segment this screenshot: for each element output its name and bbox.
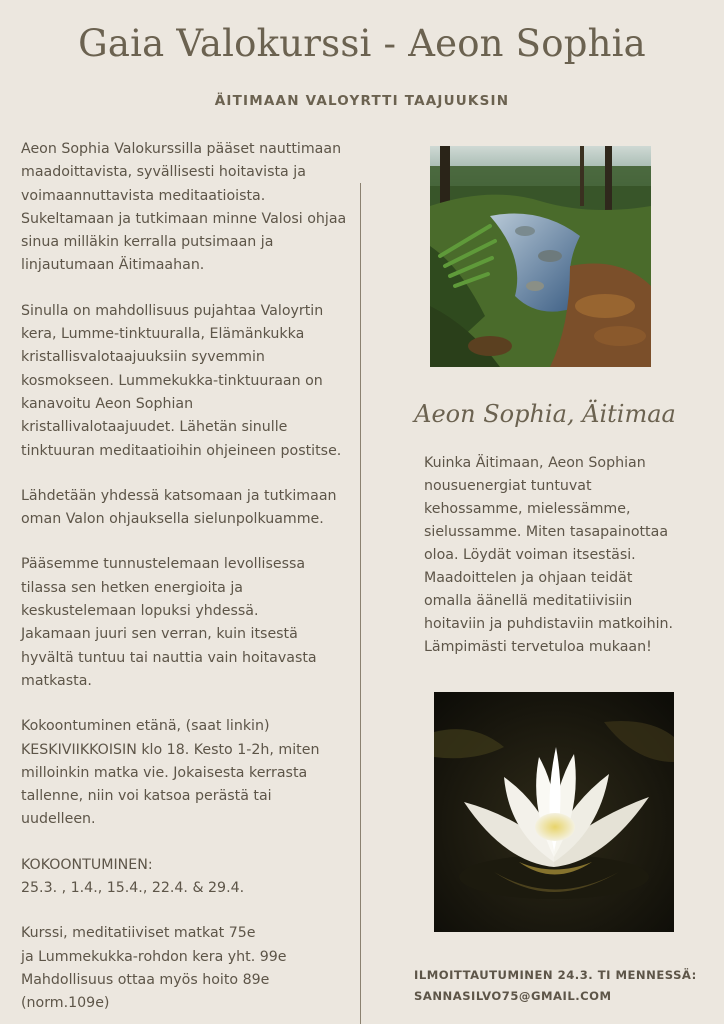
paragraph-sharing: Pääsemme tunnustelemaan levollisessa tilassa sen hetken energioita ja keskustelemaan lopuksi yhdessä. Jakamaan juuri sen verran, kuin itsestä hyvältä tuntuu tai nauttia vain hoitavasta matkasta.: [21, 556, 317, 689]
signup-info: [414, 965, 714, 1007]
signup-email: SANNASILVO75@GMAIL.COM: [414, 989, 612, 1003]
left-column: [21, 138, 351, 1016]
paragraph-tincture: Sinulla on mahdollisuus pujahtaa Valoyrtin kera, Lumme-tinktuuralla, Elämänkukka kristallisvalotaajuuksiin syvemmin kosmokseen. Lummekukka-tinktuuraan on kanavoitu Aeon Sophian kristallivalotaajuudet. Lähetän sinulle tinktuuran meditaatioihin ohjeineen postitse.: [21, 302, 342, 459]
water-lily-photo: [434, 692, 674, 932]
paragraph-meeting-info: Kokoontuminen etänä, (saat linkin) KESKIVIIKKOISIN klo 18. Kesto 1-2h, miten milloinkin matka vie. Jokaisesta kerrasta tallenne, niin voi katsoa perästä tai uudelleen.: [21, 718, 320, 828]
signup-deadline: ILMOITTAUTUMINEN 24.3. TI MENNESSÄ:: [414, 968, 697, 982]
page-title: Gaia Valokurssi - Aeon Sophia: [78, 22, 646, 65]
paragraph-dates: KOKOONTUMINEN: 25.3. , 1.4., 15.4., 22.4. & 29.4.: [21, 856, 245, 897]
forest-stream-photo: [430, 146, 651, 367]
paragraph-prices: Kurssi, meditatiiviset matkat 75e ja Lummekukka-rohdon kera yht. 99e Mahdollisuus ottaa myös hoito 89e (norm.109e): [21, 925, 287, 1012]
right-heading: Aeon Sophia, Äitimaa: [414, 400, 676, 428]
paragraph-together: Lähdetään yhdessä katsomaan ja tutkimaan oman Valon ohjauksella sielunpolkuamme.: [21, 487, 337, 528]
column-divider: [360, 183, 361, 1024]
paragraph-intro: Aeon Sophia Valokurssilla pääset nauttimaan maadoittavista, syvällisesti hoitavista ja voimaannuttavista meditaatioista. Sukeltamaan ja tutkimaan minne Valosi ohjaa sinua milläkin kerralla putsimaan ja linjautumaan Äitimaahan.: [21, 141, 347, 274]
page-subtitle: ÄITIMAAN VALOYRTTI TAAJUUKSIN: [214, 93, 510, 109]
right-description: Kuinka Äitimaan, Aeon Sophian nousuenergiat tuntuvat kehossamme, mielessämme, sielussamme. Miten tasapainottaa oloa. Löydät voiman itsestäsi. Maadoittelen ja ohjaan teidät omalla äänellä meditatiivisiin hoitaviin ja puhdistaviin matkoihin. Lämpimästi tervetuloa mukaan!: [424, 455, 674, 655]
